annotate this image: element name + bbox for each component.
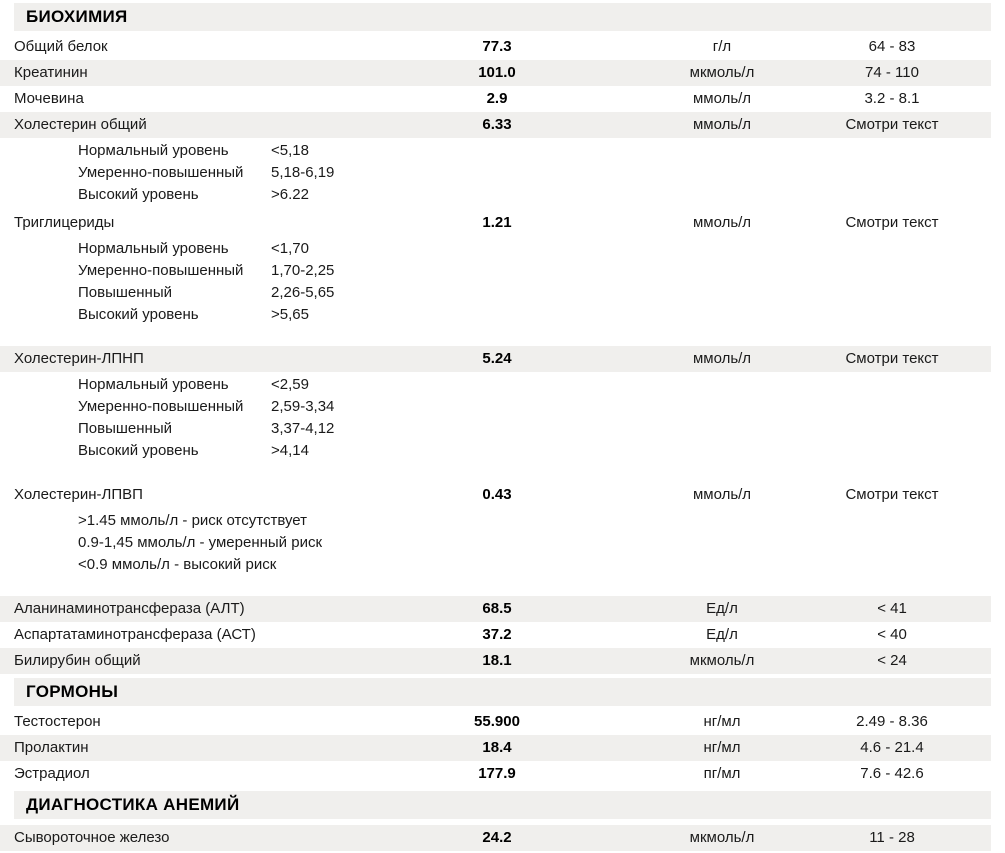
parameter-name: Креатинин <box>14 64 88 81</box>
note-value: <1,70 <box>271 240 309 257</box>
parameter-value: 55.900 <box>474 713 520 730</box>
note-line <box>78 140 1005 162</box>
parameter-name: Холестерин общий <box>14 116 147 133</box>
note-line <box>78 510 1005 532</box>
parameter-unit: ммоль/л <box>692 350 752 367</box>
parameter-range: Смотри текст <box>845 116 939 133</box>
note-text: <0.9 ммоль/л - высокий риск <box>78 556 277 573</box>
note-label: Нормальный уровень <box>78 142 229 159</box>
parameter-range: 64 - 83 <box>868 38 916 55</box>
parameter-range: Смотри текст <box>845 350 939 367</box>
parameter-unit: нг/мл <box>703 713 741 730</box>
row-estradiol <box>0 761 991 787</box>
parameter-range: 4.6 - 21.4 <box>860 739 924 756</box>
note-label: Повышенный <box>78 284 172 301</box>
parameter-unit: ммоль/л <box>692 486 752 503</box>
row-urea <box>0 86 991 112</box>
parameter-unit: пг/мл <box>703 765 741 782</box>
note-line <box>78 374 1005 396</box>
parameter-range: Смотри текст <box>845 486 939 503</box>
parameter-unit: ммоль/л <box>692 90 752 107</box>
note-line <box>78 282 1005 304</box>
note-value: 1,70-2,25 <box>271 262 335 279</box>
parameter-name: Аспартатаминотрансфераза (АСТ) <box>14 626 256 643</box>
note-label: Умеренно-повышенный <box>78 262 244 279</box>
row-prolactin <box>0 735 991 761</box>
parameter-unit: мкмоль/л <box>689 829 755 846</box>
note-label: Умеренно-повышенный <box>78 164 244 181</box>
parameter-value: 177.9 <box>478 765 516 782</box>
parameter-value: 6.33 <box>482 116 512 133</box>
parameter-unit: Ед/л <box>706 600 738 617</box>
section-header-biochemistry <box>14 3 991 31</box>
note-value: 3,37-4,12 <box>271 420 335 437</box>
section-title: ДИАГНОСТИКА АНЕМИЙ <box>26 795 240 814</box>
parameter-value: 5.24 <box>482 350 512 367</box>
note-label: Высокий уровень <box>78 306 199 323</box>
note-label: Нормальный уровень <box>78 240 229 257</box>
parameter-name: Пролактин <box>14 739 89 756</box>
parameter-unit: ммоль/л <box>692 116 752 133</box>
note-value: <2,59 <box>271 376 309 393</box>
biochemistry-rows <box>0 34 1005 674</box>
note-label: Повышенный <box>78 420 172 437</box>
row-alt <box>0 596 991 622</box>
parameter-range: 2.49 - 8.36 <box>856 713 928 730</box>
parameter-name: Тестостерон <box>14 713 101 730</box>
row-creatinine <box>0 60 991 86</box>
parameter-name: Холестерин-ЛПНП <box>14 350 144 367</box>
parameter-name: Аланинаминотрансфераза (АЛТ) <box>14 600 245 617</box>
parameter-value: 24.2 <box>482 829 512 846</box>
note-line <box>78 260 1005 282</box>
note-value: 2,59-3,34 <box>271 398 335 415</box>
note-label: Умеренно-повышенный <box>78 398 244 415</box>
row-hdl-cholesterol <box>0 482 991 508</box>
parameter-name: Триглицериды <box>14 214 115 231</box>
parameter-range: < 41 <box>877 600 907 617</box>
parameter-value: 18.4 <box>482 739 512 756</box>
anemia-rows <box>0 825 1005 851</box>
note-text: 0.9-1,45 ммоль/л - умеренный риск <box>78 534 323 551</box>
note-label: Нормальный уровень <box>78 376 229 393</box>
parameter-value: 18.1 <box>482 652 512 669</box>
parameter-range: 74 - 110 <box>865 64 919 81</box>
note-value: >6.22 <box>271 186 309 203</box>
row-ldl-cholesterol <box>0 346 991 372</box>
hormones-rows <box>0 709 1005 787</box>
parameter-unit: г/л <box>712 38 732 55</box>
note-value: >4,14 <box>271 442 309 459</box>
row-triglycerides <box>0 210 991 236</box>
note-line <box>78 418 1005 440</box>
parameter-unit: мкмоль/л <box>689 64 755 81</box>
parameter-value: 68.5 <box>482 600 512 617</box>
note-line <box>78 440 1005 462</box>
note-line <box>78 184 1005 206</box>
parameter-name: Эстрадиол <box>14 765 90 782</box>
parameter-unit: нг/мл <box>703 739 741 756</box>
parameter-unit: ммоль/л <box>692 214 752 231</box>
note-label: Высокий уровень <box>78 186 199 203</box>
hdl-reference-notes <box>78 510 1005 576</box>
row-bilirubin-total <box>0 648 991 674</box>
parameter-unit: мкмоль/л <box>689 652 755 669</box>
parameter-name: Холестерин-ЛПВП <box>14 486 143 503</box>
note-line <box>78 554 1005 576</box>
note-line <box>78 396 1005 418</box>
section-title: БИОХИМИЯ <box>26 7 128 26</box>
parameter-name: Общий белок <box>14 38 108 55</box>
row-cholesterol-total <box>0 112 991 138</box>
parameter-range: Смотри текст <box>845 214 939 231</box>
parameter-value: 101.0 <box>478 64 516 81</box>
parameter-value: 77.3 <box>482 38 512 55</box>
note-line <box>78 238 1005 260</box>
parameter-name: Сывороточное железо <box>14 829 170 846</box>
parameter-range: < 24 <box>877 652 907 669</box>
note-text: >1.45 ммоль/л - риск отсутствует <box>78 512 307 529</box>
parameter-name: Мочевина <box>14 90 84 107</box>
parameter-value: 37.2 <box>482 626 512 643</box>
section-header-anemia-diagnostics <box>14 791 991 819</box>
row-serum-iron <box>0 825 991 851</box>
section-header-hormones <box>14 678 991 706</box>
note-value: 5,18-6,19 <box>271 164 335 181</box>
note-value: <5,18 <box>271 142 309 159</box>
section-title: ГОРМОНЫ <box>26 682 119 701</box>
parameter-value: 0.43 <box>482 486 512 503</box>
row-ast <box>0 622 991 648</box>
note-value: >5,65 <box>271 306 309 323</box>
cholesterol-total-reference-notes <box>78 140 1005 206</box>
parameter-range: 3.2 - 8.1 <box>864 90 920 107</box>
parameter-range: 7.6 - 42.6 <box>860 765 924 782</box>
parameter-range: < 40 <box>877 626 907 643</box>
parameter-name: Билирубин общий <box>14 652 141 669</box>
parameter-value: 1.21 <box>482 214 512 231</box>
parameter-range: 11 - 28 <box>869 829 915 846</box>
note-line <box>78 162 1005 184</box>
note-label: Высокий уровень <box>78 442 199 459</box>
row-testosterone <box>0 709 991 735</box>
parameter-unit: Ед/л <box>706 626 738 643</box>
ldl-reference-notes <box>78 374 1005 462</box>
parameter-value: 2.9 <box>486 90 508 107</box>
triglycerides-reference-notes <box>78 238 1005 326</box>
note-line <box>78 532 1005 554</box>
row-total-protein <box>0 34 991 60</box>
note-line <box>78 304 1005 326</box>
note-value: 2,26-5,65 <box>271 284 335 301</box>
